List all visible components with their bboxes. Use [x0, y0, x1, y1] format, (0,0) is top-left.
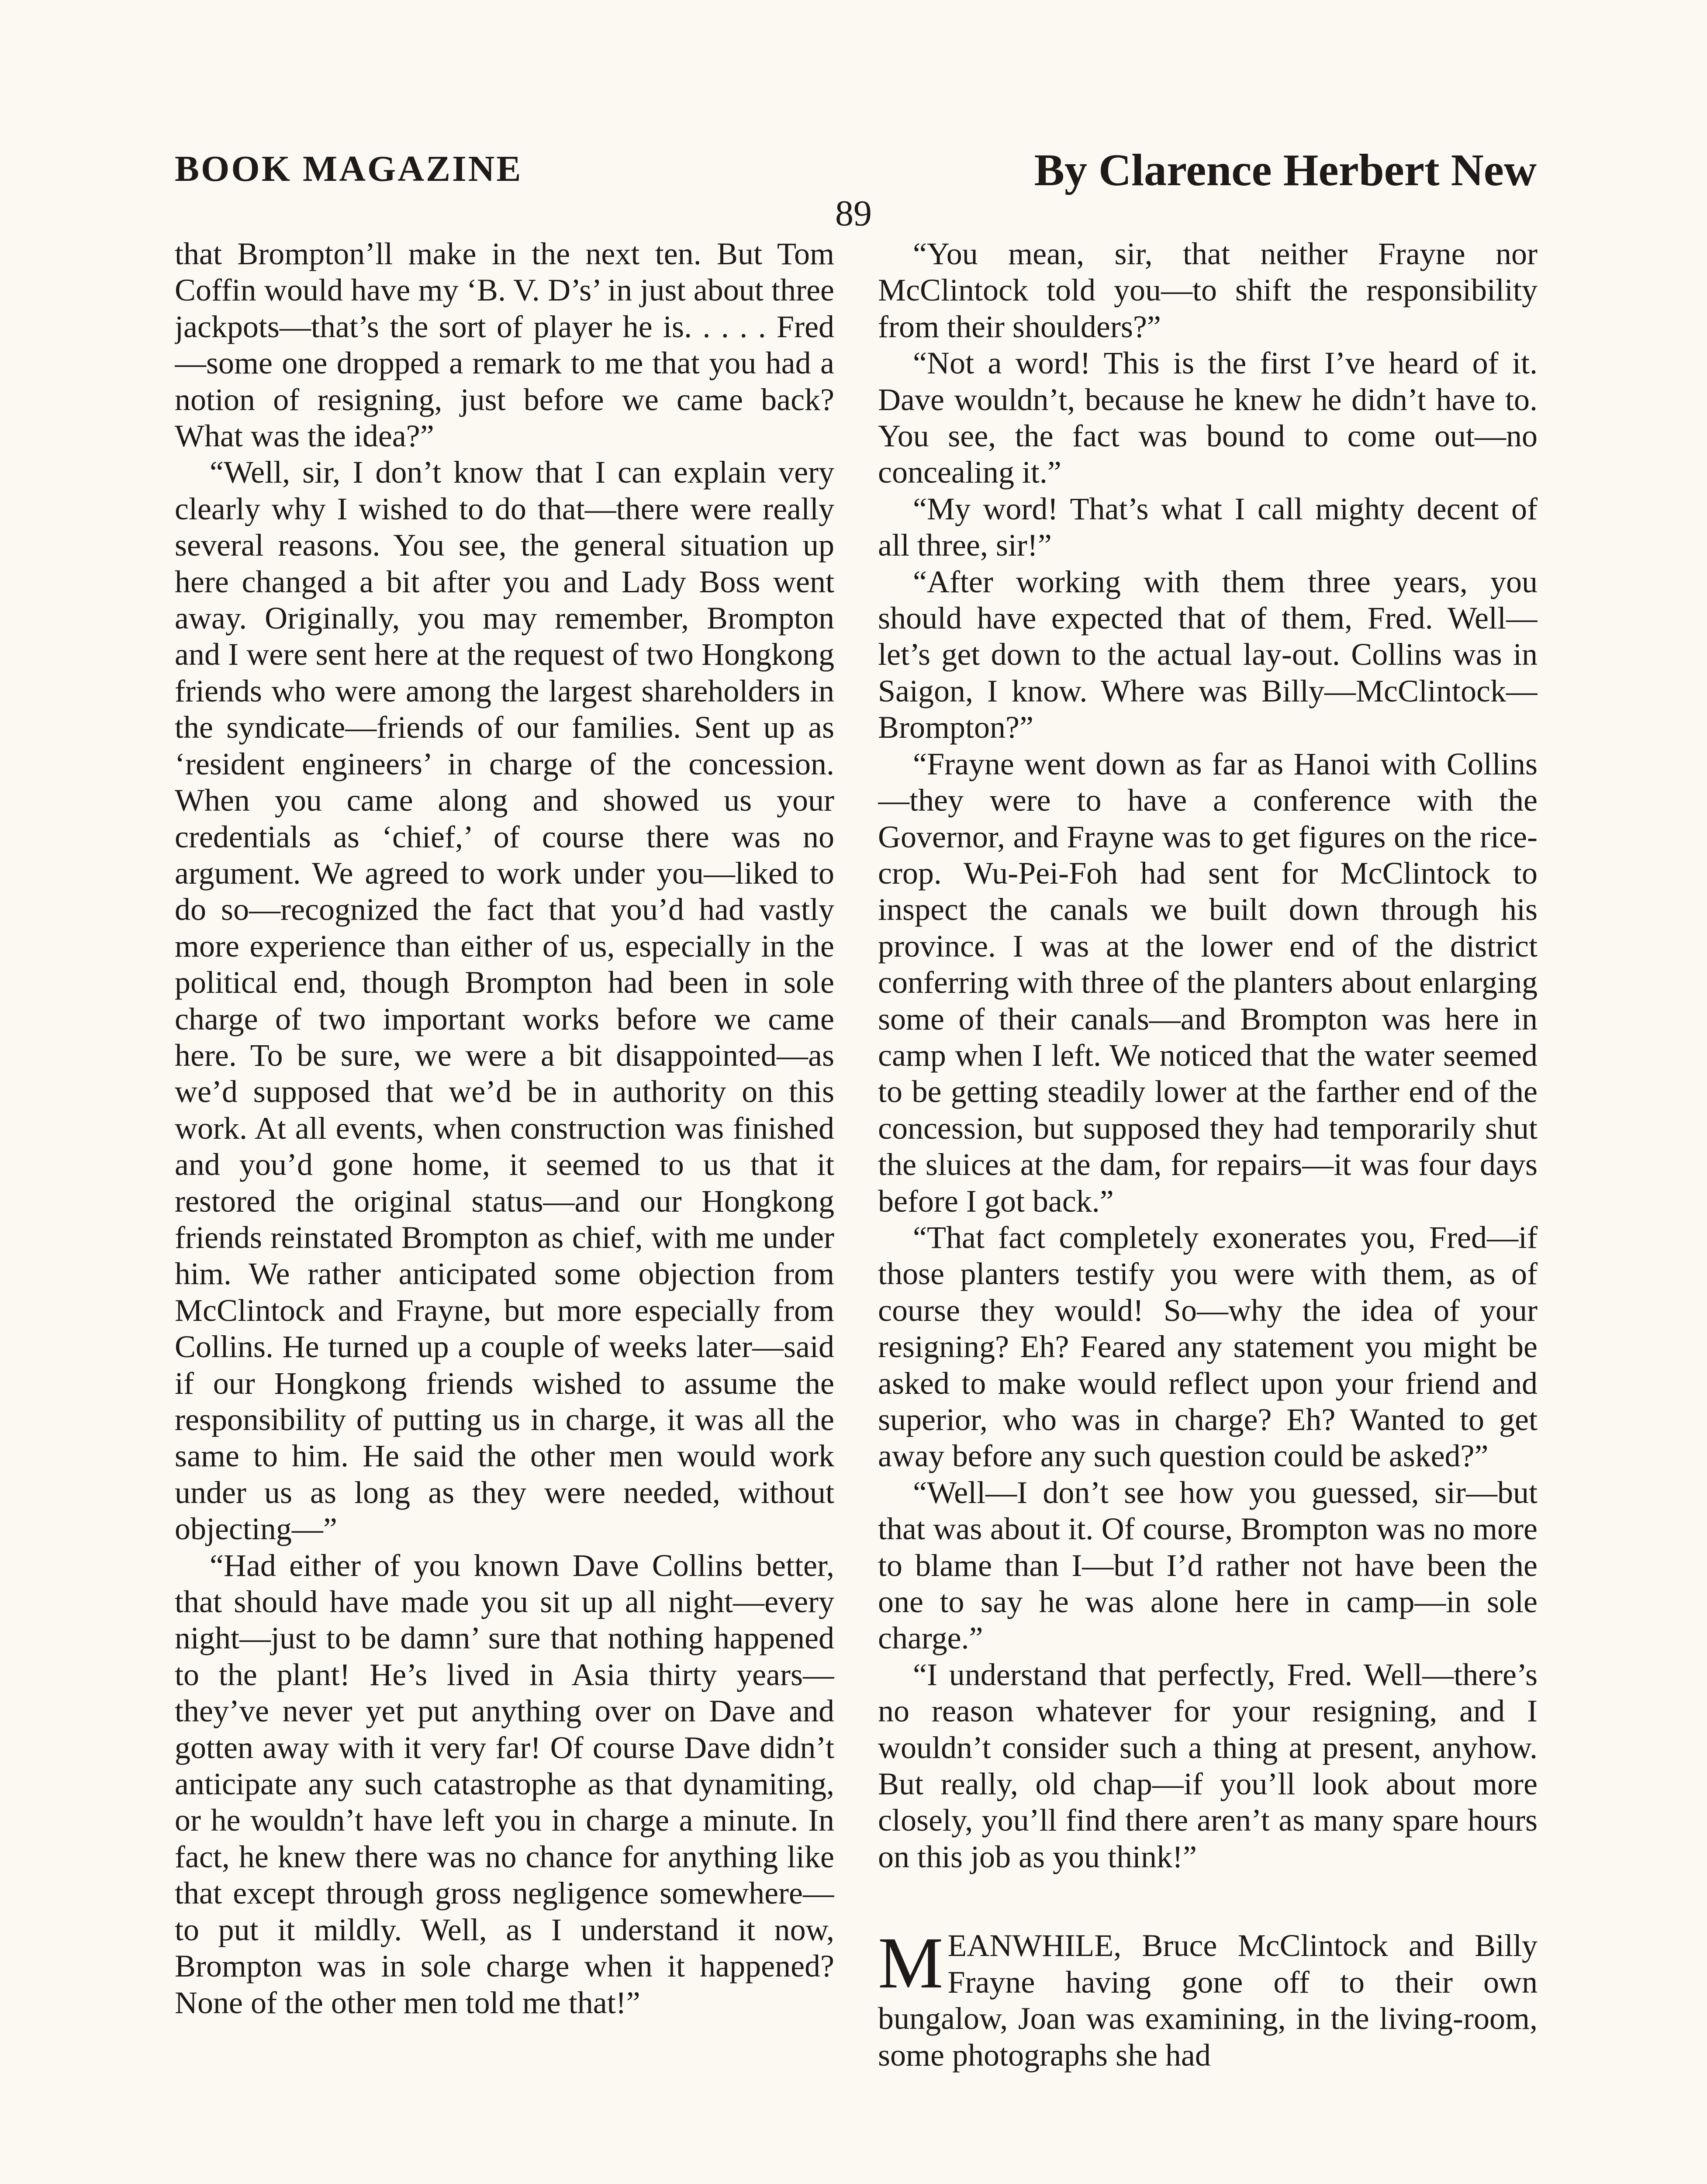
section-opening-paragraph: [878, 1922, 1538, 2073]
page-number: 89: [835, 193, 872, 234]
paragraph: “Well—I don’t see how you guessed, sir—but that was about it. Of course, Brompton was no more to blame than I—but I’d rather not have been the one to say he was alone here in camp—in sole charge.”: [878, 1475, 1538, 1656]
running-header-magazine: BOOK MAGAZINE: [175, 149, 523, 189]
paragraph: “Frayne went down as far as Hanoi with Collins—they were to have a conference with the Governor, and Frayne was to get figures on the rice-crop. Wu-Pei-Foh had sent for McClintock to inspect the canals we built down through his province. I was at the lower end of the district conferring with three of the planters about enlarging some of their canals—and Brompton was here in camp when I left. We noticed that the water seemed to be getting steadily lower at the farther end of the concession, but supposed they had temporarily shut the sluices at the dam, for repairs—it was four days before I got back.”: [878, 746, 1538, 1219]
paragraph: “I understand that perfectly, Fred. Well—there’s no reason whatever for your resigning, and I wouldn’t consider such a thing at present, anyhow. But really, old chap—if you’ll look about more closely, you’ll find there aren’t as many spare hours on this job as you think!”: [878, 1657, 1538, 1874]
running-header-author: By Clarence Herbert New: [1034, 145, 1537, 195]
paragraph: “That fact completely exonerates you, Fred—if those planters testify you were with them, as of course they would! So—why the idea of your resigning? Eh? Feared any statement you might be asked to make would reflect upon your friend and superior, who was in charge? Eh? Wanted to get away before any such question could be asked?”: [878, 1220, 1538, 1474]
section-opening-text: EANWHILE, Bruce McClintock and Billy Frayne having gone off to their own bungalow, Joan was examining, in the living-room, some photographs she had: [878, 1928, 1538, 2073]
paragraph: that Brompton’ll make in the next ten. But Tom Coffin would have my ‘B. V. D’s’ in just about three jackpots—that’s the sort of player he is. . . . . Fred—some one dropped a remark to me that you had a notion of resigning, just before we came back? What was the idea?”: [175, 236, 834, 454]
paragraph: “Well, sir, I don’t know that I can explain very clearly why I wished to do that—there were really several reasons. You see, the general situation up here changed a bit after you and Lady Boss went away. Originally, you may remember, Brompton and I were sent here at the request of two Hongkong friends who were among the largest shareholders in the syndicate—friends of our families. Sent up as ‘resident engineers’ in charge of the concession. When you came along and showed us your credentials as ‘chief,’ of course there was no argument. We agreed to work under you—liked to do so—recognized the fact that you’d had vastly more experience than either of us, especially in the political end, though Brompton had been in sole charge of two important works before we came here. To be sure, we were a bit disappointed—as we’d supposed that we’d be in authority on this work. At all events, when construction was finished and you’d gone home, it seemed to us that it restored the original status—and our Hongkong friends reinstated Brompton as chief, with me under him. We rather anticipated some objection from McClintock and Frayne, but more especially from Collins. He turned up a couple of weeks later—said if our Hongkong friends wished to assume the responsibility of putting us in charge, it was all the same to him. He said the other men would work under us as long as they were needed, without objecting—”: [175, 455, 834, 1547]
left-text-column: [175, 236, 834, 2184]
paragraph: “My word! That’s what I call mighty decent of all three, sir!”: [878, 491, 1538, 563]
paragraph: “Had either of you known Dave Collins better, that should have made you sit up all night—every night—just to be damn’ sure that nothing happened to the plant! He’s lived in Asia thirty years—they’ve never yet put anything over on Dave and gotten away with it very far! Of course Dave didn’t anticipate any such catastrophe as that dynamiting, or he wouldn’t have left you in charge a minute. In fact, he knew there was no chance for anything like that except through gross negligence somewhere—to put it mildly. Well, as I understand it now, Brompton was in sole charge when it happened? None of the other men told me that!”: [175, 1548, 834, 2020]
drop-cap: M: [878, 1922, 943, 2004]
paragraph: “You mean, sir, that neither Frayne nor McClintock told you—to shift the responsibility from their shoulders?”: [878, 236, 1538, 344]
right-text-column: [878, 236, 1538, 2184]
paragraph: “Not a word! This is the first I’ve heard of it. Dave wouldn’t, because he knew he didn’t have to. You see, the fact was bound to come out—no concealing it.”: [878, 346, 1538, 490]
paragraph: “After working with them three years, you should have expected that of them, Fred. Well—let’s get down to the actual lay-out. Collins was in Saigon, I know. Where was Billy—McClintock—Brompton?”: [878, 564, 1538, 745]
